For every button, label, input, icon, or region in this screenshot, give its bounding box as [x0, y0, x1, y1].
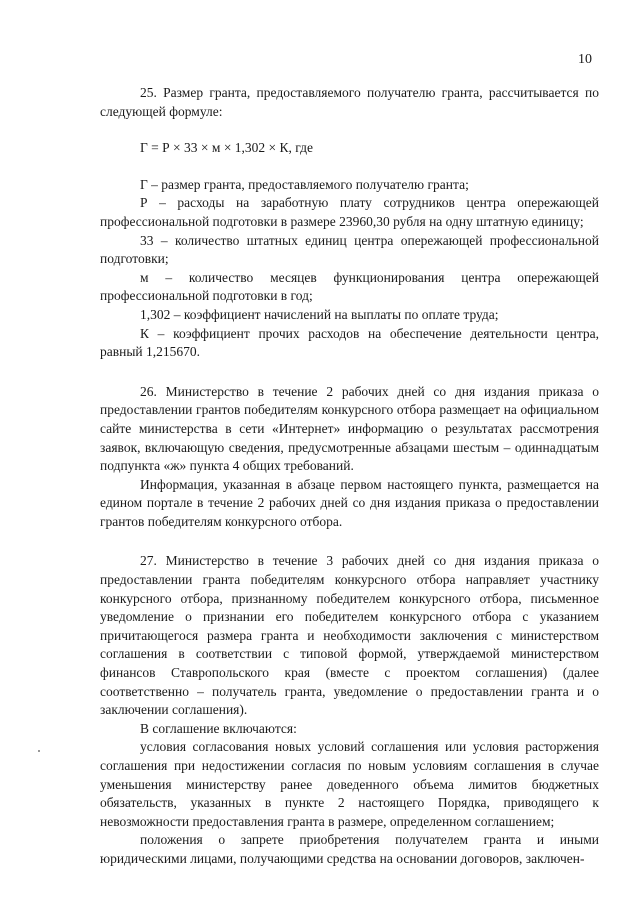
paragraph: Информация, указанная в абзаце первом настоящего пункта, размещается на едином портале в течение 2 рабочих дней со дня издания приказа о предоставлении грантов победителям конкурсного отбора.	[100, 476, 599, 529]
formula: Г = Р × 33 × м × 1,302 × К, где	[140, 140, 314, 156]
page-number: 10	[578, 52, 592, 67]
paragraph: положения о запрете приобретения получателем гранта и иными юридическими лицами, получающими средства на основании договоров, заключен-	[100, 832, 599, 866]
paragraph: 26. Министерство в течение 2 рабочих дней со дня издания приказа о предоставлении грантов победителям конкурсного отбора размещает на официальном сайте министерства в сети «Интернет» информацию о результатах рассмотрения заявок, включающую сведения, предусмотренные абзацами шестым – одиннадцатым подпункта «ж» пункта 4 общих требований.	[100, 383, 599, 474]
section-27	[100, 552, 599, 868]
spacer	[100, 158, 599, 176]
spacer	[100, 121, 599, 139]
definition-item: Г – размер гранта, предоставляемого получателю гранта;	[140, 176, 469, 192]
definition-item: К – коэффициент прочих расходов на обеспечение деятельности центра, равный 1,215670.	[100, 325, 599, 360]
paragraph: 25. Размер гранта, предоставляемого получателю гранта, рассчитывается по следующей формуле:	[100, 85, 599, 119]
spacer	[100, 362, 599, 383]
paragraph: 27. Министерство в течение 3 рабочих дней со дня издания приказа о предоставлении гранта победителям конкурсного отбора направляет участнику конкурсного отбора, признанному победителем конкурсного отбора, письменное уведомление о признании его победителем конкурсного отбора с указанием причитающегося размера гранта и необходимости заключения с министерством соглашения в соответствии с типовой формой, утверждаемой министерством финансов Ставропольского края (вместе с проектом соглашения) (далее соответственно – получатель гранта, уведомление о предоставлении гранта и о заключении соглашения).	[100, 553, 599, 718]
section-26	[100, 383, 599, 532]
definition-item: м – количество месяцев функционирования центра опережающей профессиональной подготовки в год;	[100, 269, 599, 304]
section-25	[100, 84, 599, 362]
paragraph: В соглашение включаются:	[140, 720, 297, 736]
paragraph: условия согласования новых условий соглашения или условия расторжения соглашения при недостижении согласия по новым условиям соглашения в случае уменьшения министерству ранее доведенного объема лимитов бюджетных обязательств, указанных в пункте 2 настоящего Порядка, приводящего к невозможности предоставления гранта в размере, определенном соглашением;	[100, 739, 599, 829]
definition-item: 33 – количество штатных единиц центра опережающей профессиональной подготовки;	[100, 232, 599, 267]
definition-item: Р – расходы на заработную плату сотрудников центра опережающей профессиональной подготовки в размере 23960,30 рубля на одну штатную единицу;	[100, 195, 599, 229]
scan-speck	[38, 750, 40, 752]
document-body	[100, 84, 599, 869]
spacer	[100, 531, 599, 552]
definition-item: 1,302 – коэффициент начислений на выплаты по оплате труда;	[140, 306, 499, 322]
